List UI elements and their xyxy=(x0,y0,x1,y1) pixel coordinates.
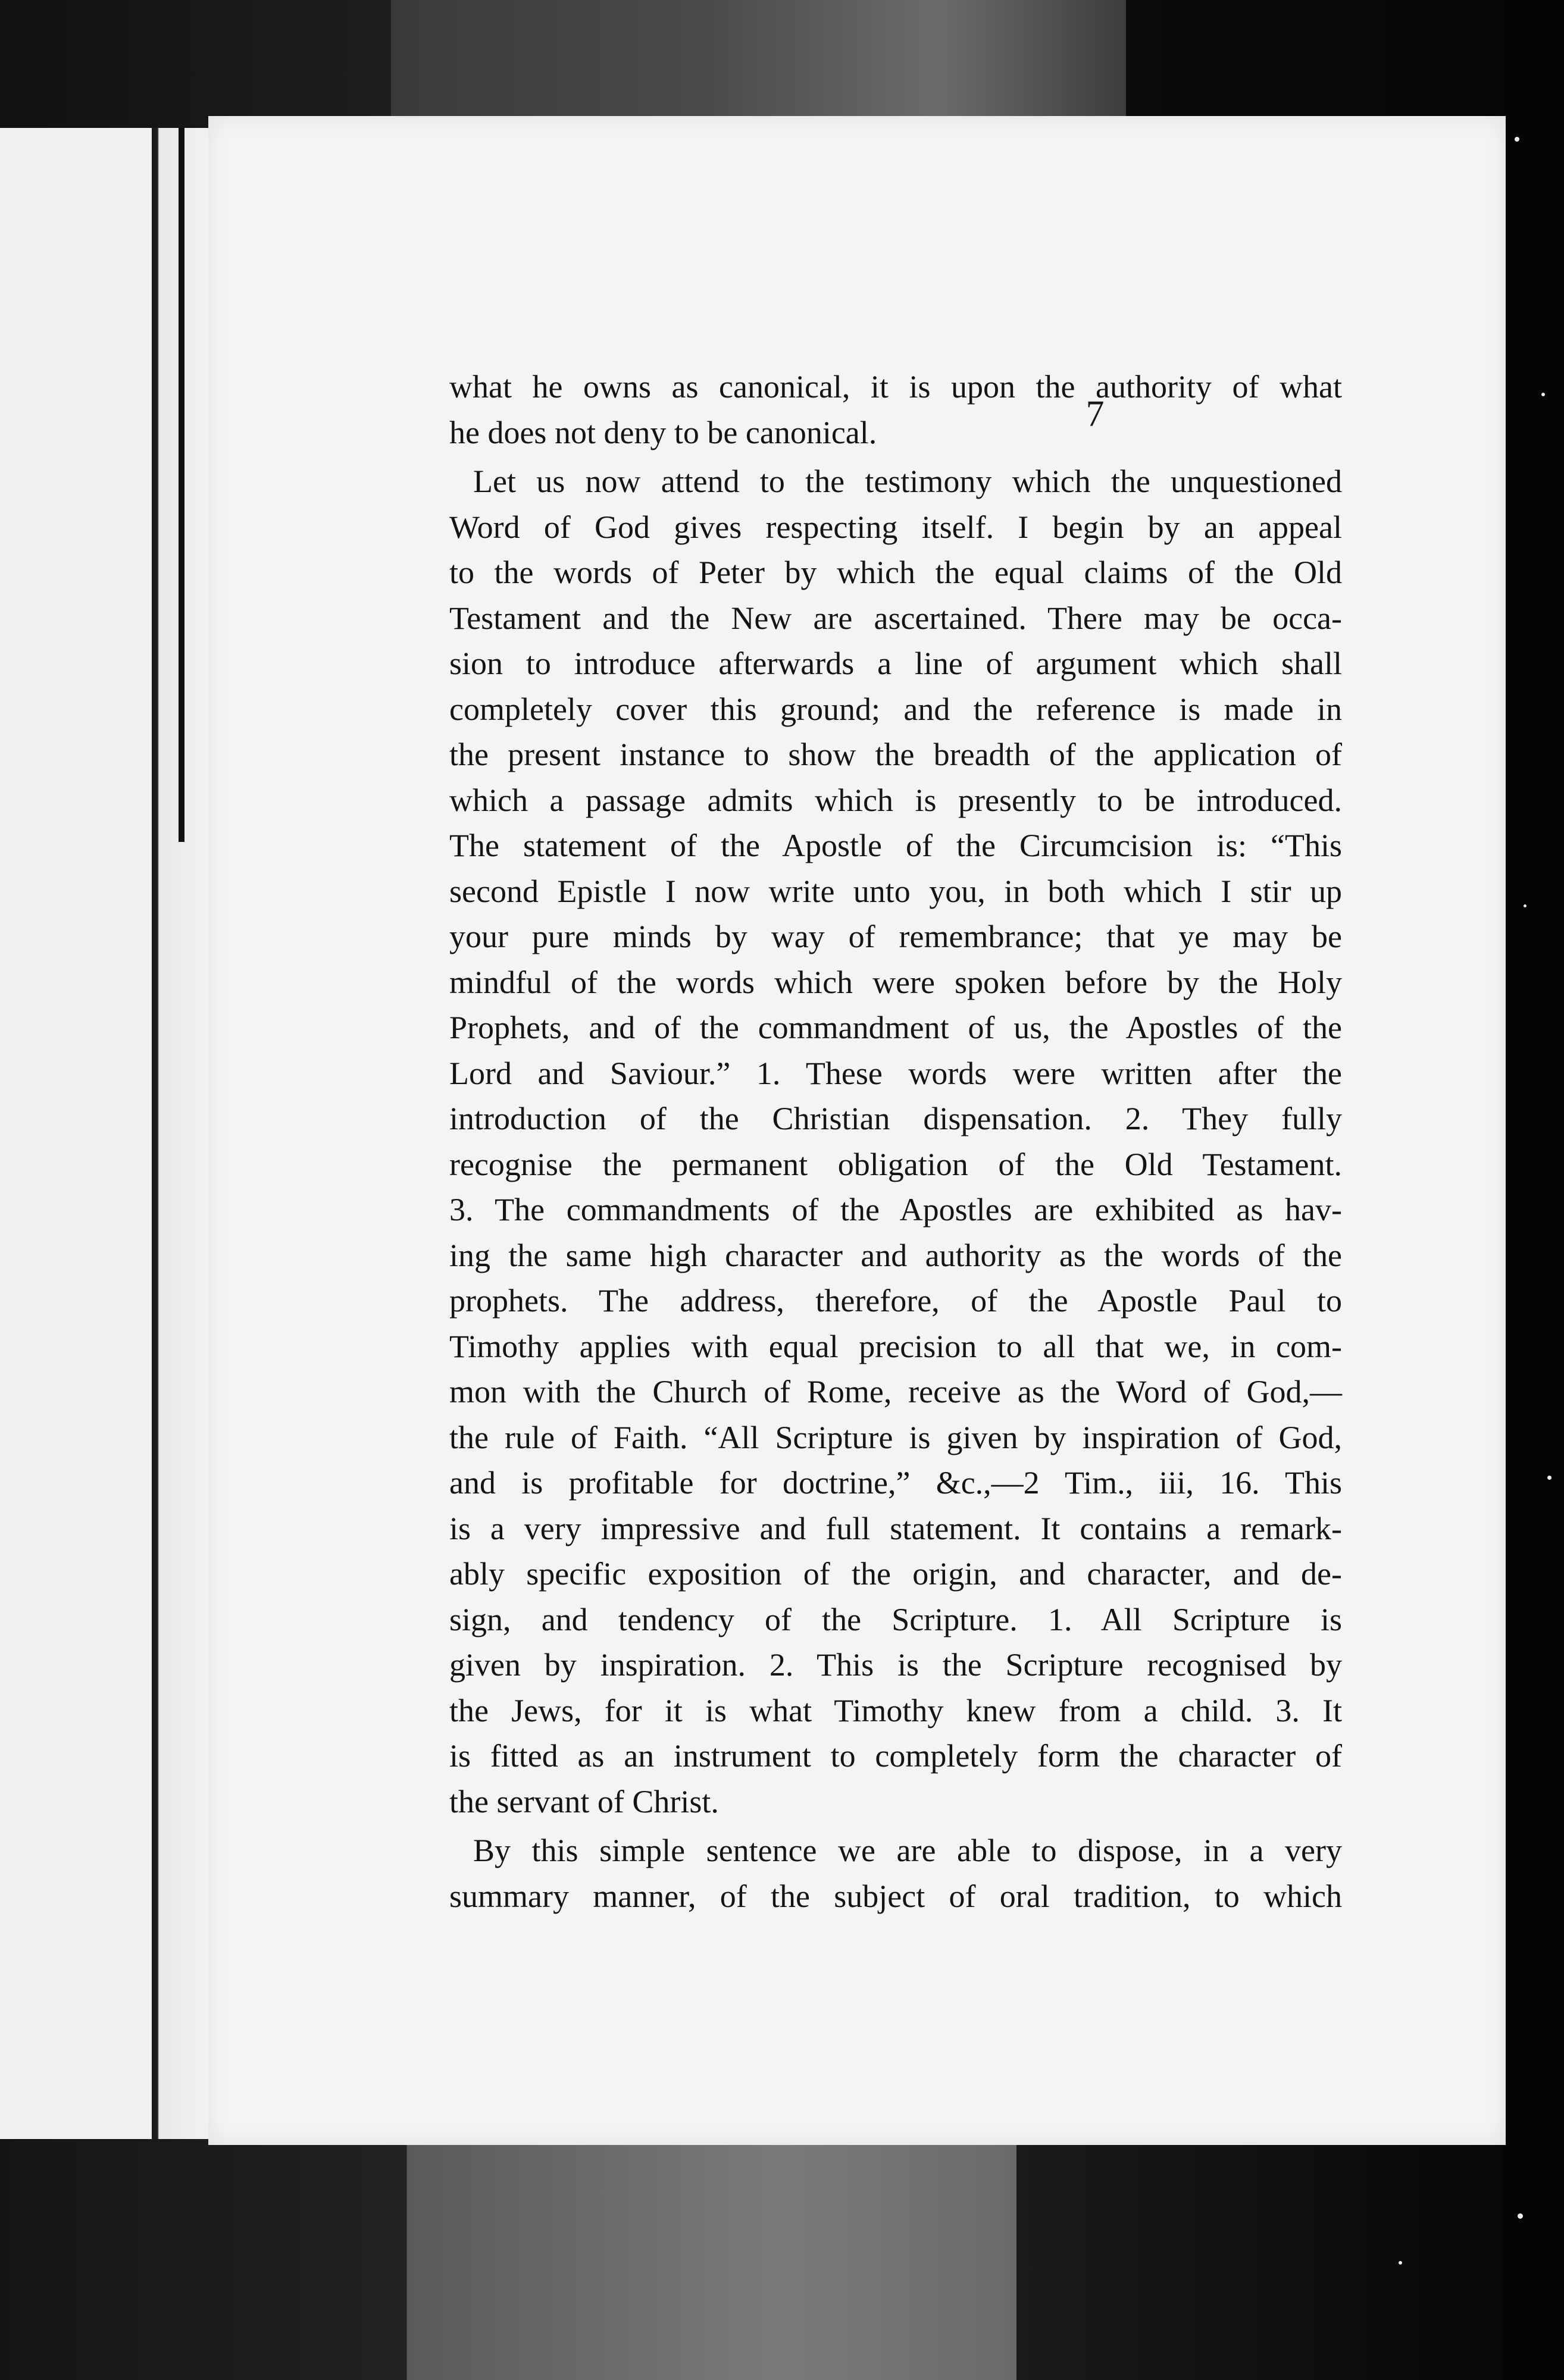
body-text xyxy=(449,364,1342,1919)
text-line: Prophets, and of the commandment of us, the Apostles of the xyxy=(449,1010,1342,1045)
text-line: what he owns as canonical, it is upon the authority of what xyxy=(449,369,1342,405)
text-line: is a very impressive and full statement. It contains a remark- xyxy=(449,1510,1342,1546)
microfilm-border-bottom xyxy=(0,2136,1564,2380)
text-line: ing the same high character and authority as the words of the xyxy=(449,1237,1342,1273)
film-speck xyxy=(1518,2213,1523,2219)
page-number: 7 xyxy=(1086,394,1105,434)
binding-shadow xyxy=(179,128,184,842)
text-line: ably specific exposition of the origin, and character, and de- xyxy=(449,1556,1342,1592)
microfilm-border-top xyxy=(0,0,1564,128)
text-line: Testament and the New are ascertained. There may be occa- xyxy=(449,600,1342,636)
text-line: sion to introduce afterwards a line of argument which shall xyxy=(449,646,1342,681)
film-speck xyxy=(1547,1476,1552,1480)
text-line: The statement of the Apostle of the Circumcision is: “This xyxy=(449,828,1342,863)
text-line: Word of God gives respecting itself. I begin by an appeal xyxy=(449,509,1342,545)
text-line: he does not deny to be canonical. xyxy=(449,414,877,450)
film-speck xyxy=(1524,904,1527,907)
film-speck xyxy=(1541,393,1545,396)
text-line: Lord and Saviour.” 1. These words were written after the xyxy=(449,1055,1342,1091)
film-speck xyxy=(1399,2261,1402,2265)
text-line: the Jews, for it is what Timothy knew from a child. 3. It xyxy=(449,1692,1342,1728)
text-line: the rule of Faith. “All Scripture is given by inspiration of God, xyxy=(449,1419,1342,1455)
text-line: second Epistle I now write unto you, in both which I stir up xyxy=(449,873,1342,909)
text-line: sign, and tendency of the Scripture. 1. All Scripture is xyxy=(449,1601,1342,1637)
microfilm-border-right xyxy=(1503,0,1564,2380)
text-line: and is profitable for doctrine,” &c.,—2 Tim., iii, 16. This xyxy=(449,1465,1342,1501)
text-line: your pure minds by way of remembrance; that ye may be xyxy=(449,919,1342,954)
text-line: Timothy applies with equal precision to all that we, in com- xyxy=(449,1328,1342,1364)
text-line: which a passage admits which is presently to be introduced. xyxy=(449,782,1342,818)
text-line: Let us now attend to the testimony which the unquestioned xyxy=(473,464,1342,499)
text-line: completely cover this ground; and the reference is made in xyxy=(449,691,1342,727)
text-line: mindful of the words which were spoken before by the Holy xyxy=(449,964,1342,1000)
text-line: By this simple sentence we are able to dispose, in a very xyxy=(473,1833,1342,1868)
text-line: summary manner, of the subject of oral tradition, to which xyxy=(449,1878,1342,1914)
film-speck xyxy=(1515,137,1519,142)
text-line: mon with the Church of Rome, receive as the Word of God,— xyxy=(449,1374,1342,1410)
text-line: given by inspiration. 2. This is the Scripture recognised by xyxy=(449,1647,1342,1683)
text-line: to the words of Peter by which the equal claims of the Old xyxy=(449,555,1342,590)
text-line: introduction of the Christian dispensation. 2. They fully xyxy=(449,1101,1342,1136)
text-line: recognise the permanent obligation of the Old Testament. xyxy=(449,1146,1342,1182)
text-line: the servant of Christ. xyxy=(449,1783,719,1820)
text-line: is fitted as an instrument to completely form the character of xyxy=(449,1738,1342,1774)
text-line: prophets. The address, therefore, of the Apostle Paul to xyxy=(449,1283,1342,1319)
text-line: 3. The commandments of the Apostles are exhibited as hav- xyxy=(449,1192,1342,1227)
text-line: the present instance to show the breadth of the application of xyxy=(449,737,1342,772)
